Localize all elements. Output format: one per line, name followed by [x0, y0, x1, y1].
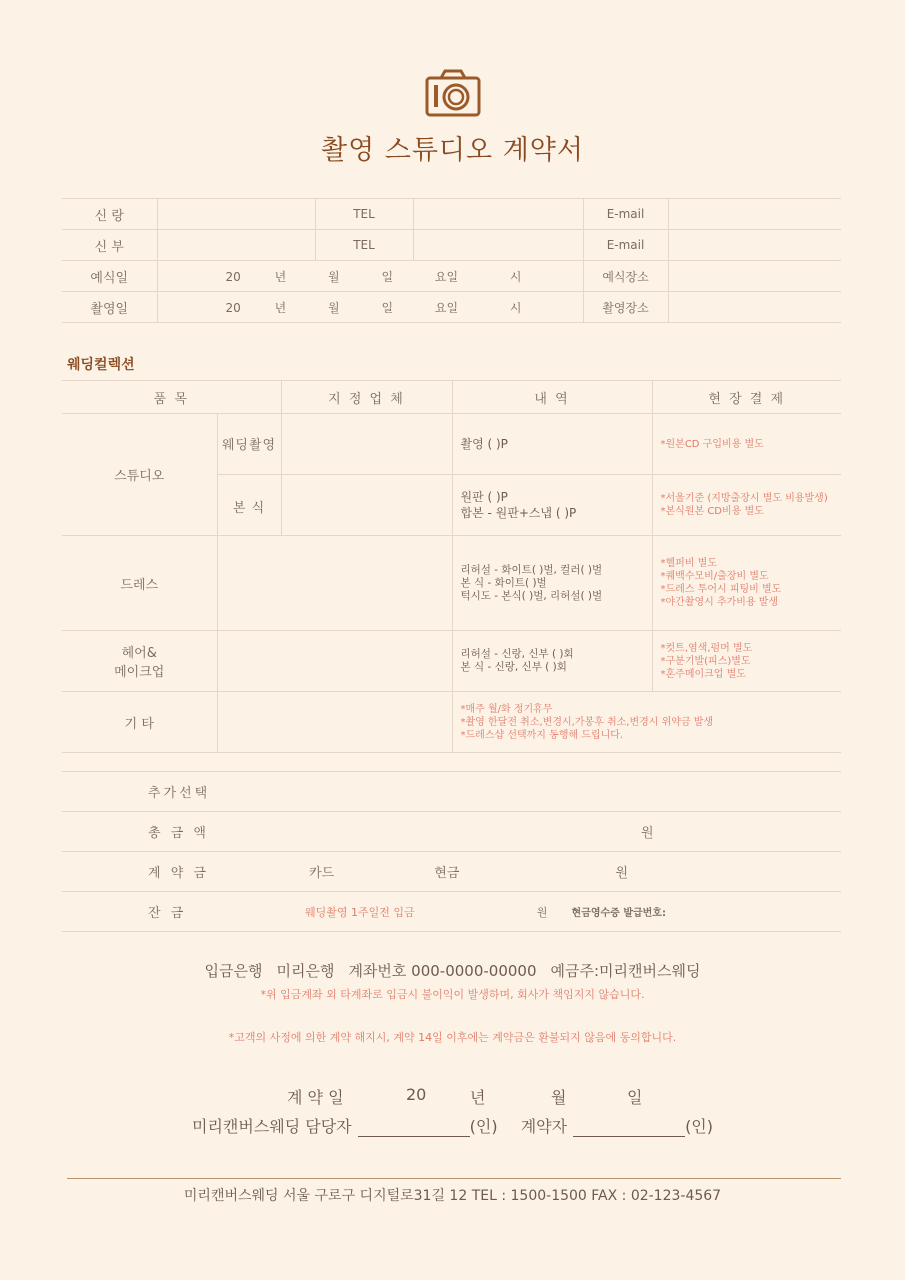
bride-label: 신 부: [62, 230, 157, 261]
hair-detail: [452, 631, 652, 692]
deposit-field[interactable]: [278, 852, 841, 892]
receipt-label: 현금영수증 발급번호:: [571, 907, 666, 919]
hair-label-line: 메이크업: [114, 665, 165, 680]
dress-label: 드레스: [62, 536, 217, 631]
date-year-prefix: 20: [225, 300, 241, 315]
date-year-prefix: 20: [225, 269, 241, 284]
card-label: 카드: [309, 866, 335, 881]
account-number: 계좌번호 000-0000-00000: [348, 962, 537, 980]
cash-label: 현금: [434, 866, 460, 881]
seal-label: (인): [685, 1117, 714, 1136]
bank-note: *위 입금계좌 외 타계좌로 입금시 불이익이 발생하며, 회사가 책임지지 않습니다.: [260, 988, 645, 1001]
seal-label: (인): [469, 1117, 498, 1136]
bride-name-field[interactable]: [157, 230, 315, 261]
bride-email-field[interactable]: [668, 230, 841, 261]
hair-note: [652, 631, 841, 692]
ceremony-detail: [452, 475, 652, 536]
wedding-place-label: 예식장소: [583, 261, 668, 292]
balance-field[interactable]: [278, 892, 841, 932]
section-title: 웨딩컬렉션: [67, 357, 135, 373]
wedding-shoot-label: 웨딩촬영: [217, 414, 281, 475]
balance-label: 잔 금: [62, 892, 278, 932]
hair-makeup-label: [62, 631, 217, 692]
dress-note-line: *드레스 투어시 피팅비 별도: [660, 584, 782, 595]
hair-vendor[interactable]: [217, 631, 452, 692]
ceremony-detail-line: 원판 ( )P: [460, 490, 508, 504]
dress-note-line: *퀘백수모비/출장비 별도: [660, 571, 769, 582]
date-hour: 시: [509, 300, 522, 315]
studio-label: 스튜디오: [62, 414, 217, 536]
groom-tel-field[interactable]: [413, 199, 583, 230]
shoot-date-field[interactable]: [157, 292, 583, 323]
shoot-detail: 촬영 ( )P: [452, 414, 652, 475]
shoot-place-field[interactable]: [668, 292, 841, 323]
deposit-label: 계 약 금: [62, 852, 278, 892]
email-label: E-mail: [583, 230, 668, 261]
email-label: E-mail: [583, 199, 668, 230]
wedding-collection-table: [62, 380, 841, 753]
contract-year: 년: [470, 1088, 486, 1107]
etc-note-line: *드레스샵 선택까지 동행해 드립니다.: [460, 729, 624, 741]
date-year: 년: [274, 269, 287, 284]
header-vendor: 지 정 업 체: [281, 381, 452, 414]
dress-vendor[interactable]: [217, 536, 452, 631]
customer-info-table: [62, 198, 841, 323]
bank-info: [0, 960, 905, 981]
main-ceremony-label: 본 식: [217, 475, 281, 536]
contract-day: 일: [627, 1088, 643, 1107]
page-title: 촬영 스튜디오 계약서: [321, 135, 584, 166]
etc-note: [452, 692, 841, 753]
tel-label: TEL: [315, 230, 413, 261]
dress-note-line: *헬퍼비 별도: [660, 558, 717, 569]
header-payment: 현 장 결 제: [652, 381, 841, 414]
signature-line: [0, 1114, 905, 1137]
groom-email-field[interactable]: [668, 199, 841, 230]
shoot-day-label: 촬영일: [62, 292, 157, 323]
footer-divider: [67, 1178, 841, 1179]
dress-note-line: *야간촬영시 추가비용 발생: [660, 597, 779, 608]
hair-label-line: 헤어&: [121, 646, 157, 661]
header-detail: 내 역: [452, 381, 652, 414]
ceremony-note: [652, 475, 841, 536]
won-unit: 원: [615, 866, 629, 881]
hair-note-line: *혼주메이크업 별도: [660, 668, 746, 680]
date-month: 월: [328, 300, 340, 315]
shoot-place-label: 촬영장소: [583, 292, 668, 323]
total-field[interactable]: [278, 812, 841, 852]
date-day: 일: [381, 269, 394, 284]
won-unit: 원: [641, 826, 654, 841]
hair-note-line: *구분기발(피스)별도: [660, 655, 751, 667]
total-label: 총 금 액: [62, 812, 278, 852]
tel-label: TEL: [315, 199, 413, 230]
contractor-label: 계약자: [520, 1117, 568, 1136]
additional-field[interactable]: [278, 772, 841, 812]
ceremony-detail-line: 합본 - 원판+스냅 ( )P: [460, 506, 577, 520]
dress-note: [652, 536, 841, 631]
hair-detail-line: 리허설 - 신랑, 신부 ( )회: [460, 648, 574, 660]
balance-note: 웨딩촬영 1주일전 입금: [305, 905, 415, 919]
date-hour: 시: [509, 269, 522, 284]
contract-year-prefix: 20: [406, 1085, 427, 1104]
shoot-note: *원본CD 구입비용 별도: [652, 414, 841, 475]
manager-label: 미리캔버스웨딩 담당자: [191, 1117, 352, 1136]
groom-name-field[interactable]: [157, 199, 315, 230]
cancel-note: *고객의 사정에 의한 계약 해지시, 계약 14일 이후에는 계약금은 환불되지 않음에 동의합니다.: [228, 1031, 677, 1044]
etc-vendor[interactable]: [217, 692, 452, 753]
hair-detail-line: 본 식 - 신랑, 신부 ( )회: [460, 661, 567, 673]
footer-text: 미리캔버스웨딩 서울 구로구 디지털로31길 12 TEL : 1500-1500 FAX : 02-123-4567: [183, 1188, 722, 1204]
contract-date-label: 계 약 일: [287, 1088, 344, 1107]
ceremony-note-line: *서울기준 (지방출장시 별도 비용발생): [660, 493, 828, 504]
wedding-place-field[interactable]: [668, 261, 841, 292]
date-year: 년: [274, 300, 287, 315]
won-unit: 원: [536, 905, 548, 919]
etc-label: 기 타: [62, 692, 217, 753]
contract-month: 월: [551, 1088, 567, 1107]
additional-label: 추가선택: [62, 772, 278, 812]
camera-icon: [425, 69, 481, 121]
bride-tel-field[interactable]: [413, 230, 583, 261]
dress-detail-line: 리허설 - 화이트( )벌, 컬러( )벌: [460, 563, 603, 576]
date-day: 일: [381, 300, 394, 315]
wedding-shoot-vendor[interactable]: [281, 414, 452, 475]
main-ceremony-vendor[interactable]: [281, 475, 452, 536]
dress-detail: [452, 536, 652, 631]
hair-note-line: *컷트,염색,펌머 별도: [660, 642, 753, 654]
wedding-date-field[interactable]: [157, 261, 583, 292]
date-month: 월: [328, 269, 340, 284]
bank-label: 입금은행: [204, 962, 263, 980]
manager-signature-field[interactable]: [358, 1121, 470, 1137]
etc-note-line: *매주 월/화 정기휴무: [460, 703, 553, 715]
header-item: 품 목: [62, 381, 281, 414]
wedding-day-label: 예식일: [62, 261, 157, 292]
etc-note-line: *촬영 한달전 취소,변경시,가봉후 취소,변경시 위약금 발생: [460, 716, 714, 728]
date-weekday: 요일: [434, 269, 459, 284]
dress-detail-line: 본 식 - 화이트( )벌: [460, 576, 547, 589]
groom-label: 신 랑: [62, 199, 157, 230]
contractor-signature-field[interactable]: [573, 1121, 685, 1137]
account-holder: 예금주:미리캔버스웨딩: [550, 962, 701, 980]
ceremony-note-line: *본식원본 CD비용 별도: [660, 506, 764, 517]
dress-detail-line: 턱시도 - 본식( )벌, 리허설( )벌: [460, 589, 603, 602]
date-weekday: 요일: [434, 300, 459, 315]
payment-table: [62, 771, 841, 932]
bank-name: 미리은행: [276, 962, 335, 980]
